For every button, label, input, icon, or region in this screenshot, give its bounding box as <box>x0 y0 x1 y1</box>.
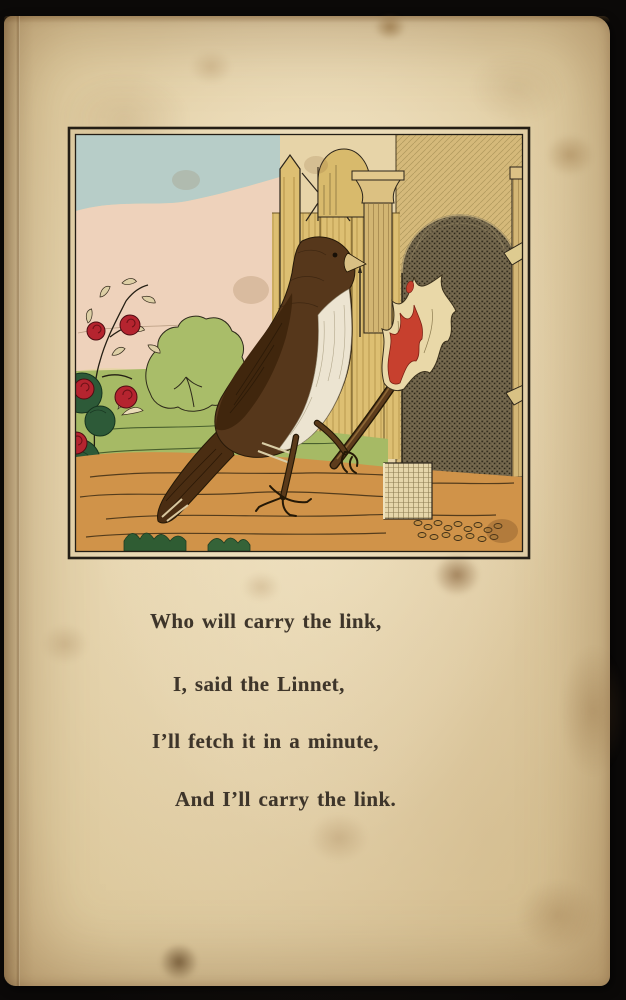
foxing-stain <box>310 814 368 862</box>
gate-hatch-panel <box>384 463 432 519</box>
linnet-illustration <box>66 125 532 561</box>
grass-tuft <box>208 538 250 551</box>
bird-eye <box>333 253 338 258</box>
foxing-stain <box>560 646 626 776</box>
verse-line-1: Who will carry the link, <box>150 609 382 633</box>
verse-line-2: I, said the Linnet, <box>173 672 345 696</box>
foxing-stain <box>546 134 594 176</box>
page-gutter-fold <box>16 16 20 986</box>
foxing-stain <box>190 50 232 84</box>
page-top-edge <box>4 16 610 23</box>
page-gutter-shadow <box>4 16 34 986</box>
foxing-stain <box>152 936 206 988</box>
book-page <box>4 16 610 986</box>
foxing-stain <box>374 14 406 40</box>
foxing-stain <box>470 52 565 124</box>
verse-line-3: I’ll fetch it in a minute, <box>152 729 379 753</box>
verse-line-4: And I’ll carry the link. <box>175 787 397 811</box>
foxing-stain <box>242 572 280 602</box>
foxing-stain <box>518 880 598 950</box>
foxing-stain <box>42 624 88 664</box>
